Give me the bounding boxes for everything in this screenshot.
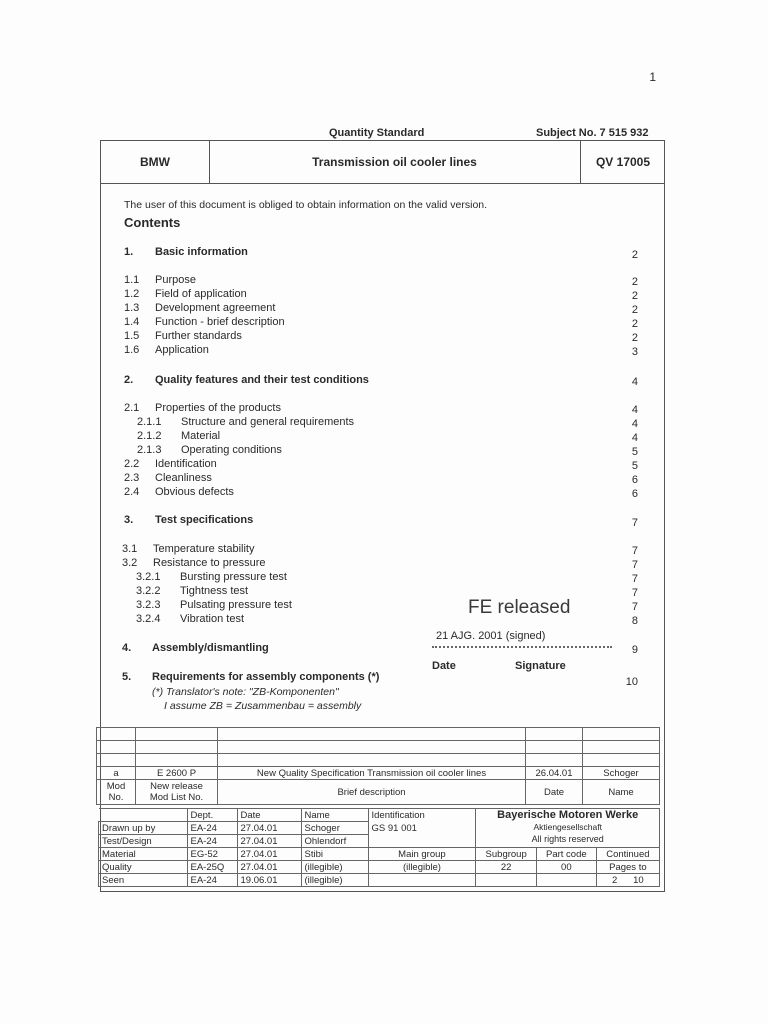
toc-item-num: 1.1: [124, 274, 140, 286]
part-code-header: Part code: [536, 848, 596, 861]
role: Seen: [99, 874, 188, 887]
mod-list-header: New release Mod List No.: [136, 780, 218, 805]
toc-item-label: Material: [181, 430, 221, 442]
dept: EA-25Q: [187, 861, 237, 874]
toc-item-num: 3.2: [122, 557, 138, 569]
part-code-value: 00: [536, 861, 596, 874]
toc-item-num: 2.2: [124, 458, 140, 470]
main-group-value: (illegible): [368, 861, 476, 874]
role: Material: [99, 848, 188, 861]
company-type: Aktiengesellschaft: [533, 822, 602, 832]
toc-page: 4: [631, 418, 638, 430]
document-title: Transmission oil cooler lines: [312, 155, 477, 169]
date: 19.06.01: [237, 874, 301, 887]
company-block: [476, 809, 660, 848]
toc-item-label: Identification: [155, 458, 217, 470]
identification-value: GS 91 001: [368, 822, 476, 835]
mod-header-row: [97, 780, 660, 805]
toc-section-5-num: 5.: [122, 671, 132, 683]
toc-item-label: Field of application: [155, 288, 247, 300]
toc-item-num: 3.2.1: [136, 571, 161, 583]
title-bar: [101, 141, 664, 184]
stamp-date-label: Date: [432, 660, 456, 672]
toc-item-num: 2.1.3: [137, 444, 162, 456]
toc-page: 4: [631, 432, 638, 444]
toc-page: 7: [631, 587, 638, 599]
toc-section-3-num: 3.: [124, 514, 134, 526]
brief-description-header: Brief description: [218, 780, 526, 805]
intro-text: The user of this document is obliged to obtain information on the valid version.: [124, 199, 488, 211]
subject-number: Subject No. 7 515 932: [536, 127, 649, 139]
role: Test/Design: [99, 835, 188, 848]
mod-no: a: [97, 767, 136, 780]
mod-description: New Quality Specification Transmission oil cooler lines: [218, 767, 526, 780]
toc-page: 7: [631, 517, 638, 529]
dept-header: Dept.: [187, 809, 237, 822]
stamp-date: 21 AJG. 2001 (signed): [436, 630, 546, 642]
translator-note: (*) Translator's note: "ZB-Komponenten": [152, 686, 339, 698]
company-name: BMW: [140, 155, 170, 169]
mod-name: Schoger: [583, 767, 660, 780]
toc-page: 2: [631, 276, 638, 288]
toc-page: 2: [631, 318, 638, 330]
document-code: QV 17005: [595, 155, 651, 169]
toc-page: 4: [631, 376, 638, 388]
toc-item-label: Tightness test: [180, 585, 249, 597]
stamp-signature-label: Signature: [515, 660, 566, 672]
date-header: Date: [237, 809, 301, 822]
subgroup-value: 22: [476, 861, 537, 874]
contents-heading: Contents: [124, 215, 181, 230]
dept: EA-24: [187, 874, 237, 887]
toc-page: 9: [631, 644, 638, 656]
toc-page: 2: [631, 249, 638, 261]
identification-header: Identification: [368, 809, 476, 822]
toc-item-num: 2.3: [124, 472, 140, 484]
toc-item-label: Operating conditions: [181, 444, 282, 456]
toc-item-label: Cleanliness: [155, 472, 212, 484]
toc-section-4-num: 4.: [122, 642, 132, 654]
toc-section-5: Requirements for assembly components (*): [152, 671, 380, 683]
translator-note-2: I assume ZB = Zusammenbau = assembly: [164, 700, 362, 712]
mod-no-header: Mod No.: [97, 780, 136, 805]
toc-item-label: Vibration test: [180, 613, 245, 625]
stamp-dotted-line: [432, 646, 612, 648]
toc-item-num: 3.1: [122, 543, 138, 555]
name: Schoger: [301, 822, 368, 835]
toc-item-label: Properties of the products: [155, 402, 281, 414]
toc-section-1: Basic information: [155, 246, 248, 258]
toc-item-num: 1.4: [124, 316, 140, 328]
date: 27.04.01: [237, 861, 301, 874]
toc-item-num: 2.1.1: [137, 416, 162, 428]
toc-page: 4: [631, 404, 638, 416]
toc-item-num: 1.2: [124, 288, 140, 300]
toc-page: 6: [631, 474, 638, 486]
dept: EG-52: [187, 848, 237, 861]
toc-page: 7: [631, 601, 638, 613]
approval-table: [98, 808, 660, 887]
toc-page: 6: [631, 488, 638, 500]
toc-page: 5: [631, 446, 638, 458]
role: Quality: [99, 861, 188, 874]
date: 27.04.01: [237, 848, 301, 861]
date-header: Date: [526, 780, 583, 805]
toc-item-num: 2.1: [124, 402, 140, 414]
name: (illegible): [301, 874, 368, 887]
toc-section-2: Quality features and their test conditions: [155, 374, 369, 386]
date: 27.04.01: [237, 835, 301, 848]
rights-notice: All rights reserved: [531, 834, 604, 844]
company-full-name: Bayerische Motoren Werke: [497, 809, 639, 821]
toc-item-label: Resistance to pressure: [153, 557, 266, 569]
modification-table: [96, 727, 660, 805]
toc-item-label: Purpose: [155, 274, 196, 286]
toc-item-num: 2.1.2: [137, 430, 162, 442]
toc-page: 7: [631, 559, 638, 571]
toc-page: 10: [625, 676, 638, 688]
toc-section-3: Test specifications: [155, 514, 254, 526]
continued-header: Continued: [596, 848, 659, 861]
toc-item-num: 1.5: [124, 330, 140, 342]
role: Drawn up by: [99, 822, 188, 835]
toc-page: 2: [631, 332, 638, 344]
toc-page: 7: [631, 573, 638, 585]
toc-page: 8: [631, 615, 638, 627]
toc-section-4: Assembly/dismantling: [152, 642, 269, 654]
toc-item-label: Obvious defects: [155, 486, 234, 498]
toc-item-label: Structure and general requirements: [181, 416, 355, 428]
toc-section-1-num: 1.: [124, 246, 134, 258]
pages-value: 2 10: [596, 874, 659, 887]
page-number: 1: [649, 70, 656, 84]
toc-page: 3: [631, 346, 638, 358]
toc-item-num: 3.2.2: [136, 585, 161, 597]
toc-section-2-num: 2.: [124, 374, 134, 386]
toc-item-num: 3.2.3: [136, 599, 161, 611]
release-stamp: FE released: [468, 597, 571, 618]
name: Stibi: [301, 848, 368, 861]
toc-page: 2: [631, 290, 638, 302]
date: 27.04.01: [237, 822, 301, 835]
toc-item-label: Further standards: [155, 330, 242, 342]
name-header: Name: [301, 809, 368, 822]
toc-page: 2: [631, 304, 638, 316]
name-header: Name: [583, 780, 660, 805]
toc-item-num: 1.6: [124, 344, 140, 356]
dept: EA-24: [187, 822, 237, 835]
toc-item-label: Bursting pressure test: [180, 571, 287, 583]
toc-item-num: 2.4: [124, 486, 140, 498]
toc-page: 7: [631, 545, 638, 557]
toc-item-num: 1.3: [124, 302, 140, 314]
toc-item-label: Function - brief description: [155, 316, 285, 328]
toc-item-label: Temperature stability: [153, 543, 255, 555]
dept: EA-24: [187, 835, 237, 848]
main-group-header: Main group: [368, 848, 476, 861]
toc-item-label: Development agreement: [155, 302, 276, 314]
toc-item-num: 3.2.4: [136, 613, 161, 625]
mod-row: [97, 767, 660, 780]
toc-page: 5: [631, 460, 638, 472]
subgroup-header: Subgroup: [476, 848, 537, 861]
standard-label: Quantity Standard: [329, 127, 425, 139]
toc-item-label: Application: [155, 344, 209, 356]
toc-item-label: Pulsating pressure test: [180, 599, 292, 611]
mod-list-no: E 2600 P: [136, 767, 218, 780]
name: Ohlendorf: [301, 835, 368, 848]
name: (illegible): [301, 861, 368, 874]
mod-date: 26.04.01: [526, 767, 583, 780]
pages-to-header: Pages to: [596, 861, 659, 874]
